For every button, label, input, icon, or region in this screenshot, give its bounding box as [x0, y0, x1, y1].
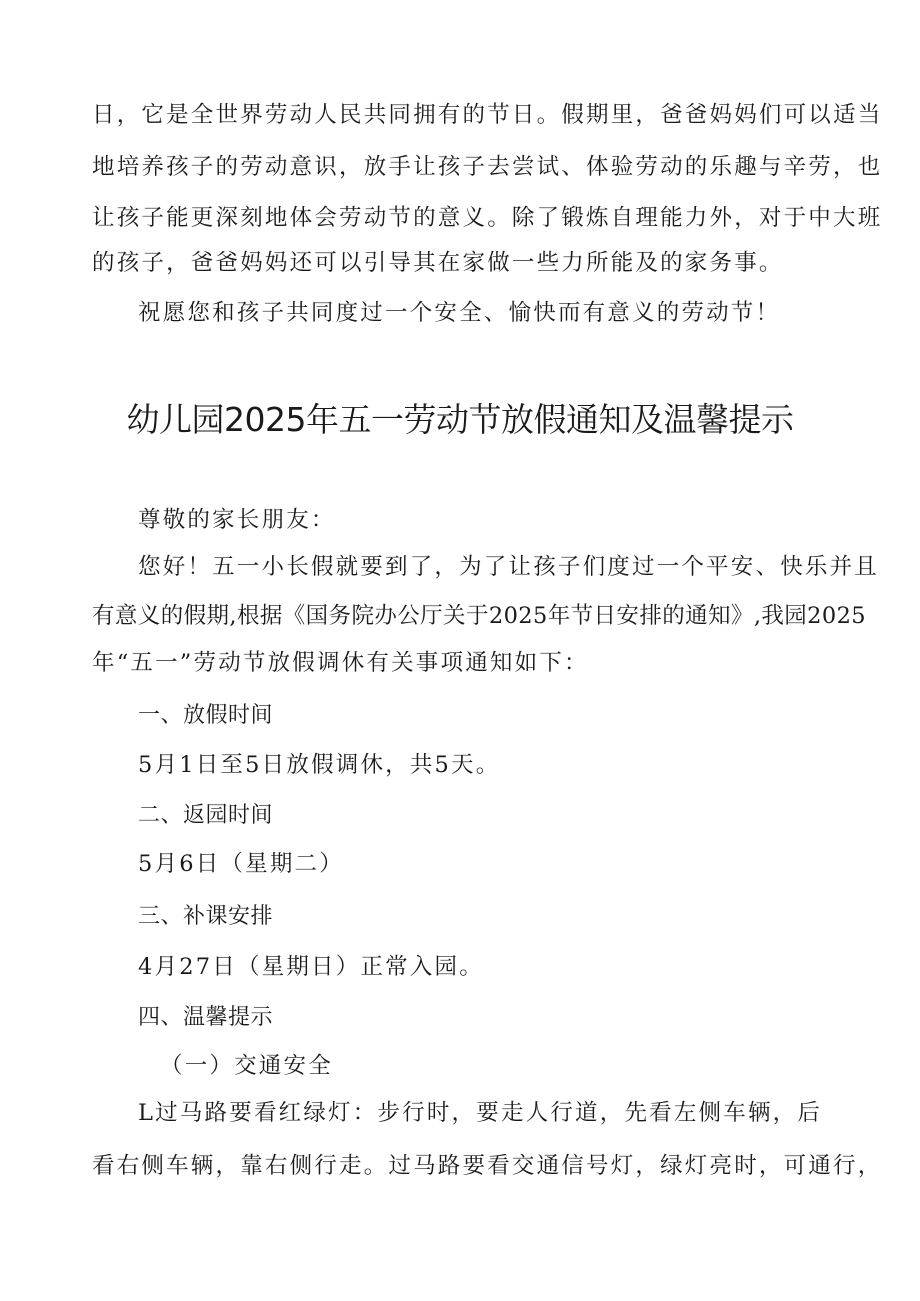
section-content-return-time: 5月6日（星期二）	[138, 851, 344, 877]
intro-paragraph-line: 地培养孩子的劳动意识，放手让孩子去尝试、体验劳动的乐趣与辛劳，也	[92, 154, 883, 180]
opening-paragraph-line: 有意义的假期,根据《国务院办公厅关于2025年节日安排的通知》,我园2025	[92, 603, 867, 629]
intro-paragraph-line: 的孩子，爸爸妈妈还可以引导其在家做一些力所能及的家务事。	[92, 250, 784, 276]
greeting: 尊敬的家长朋友：	[138, 507, 336, 533]
section-content-holiday-time: 5月1日至5日放假调休，共5天。	[138, 752, 501, 778]
section-heading-holiday-time: 一、放假时间	[138, 703, 274, 728]
intro-paragraph-line: 让孩子能更深刻地体会劳动节的意义。除了锻炼自理能力外，对于中大班	[92, 205, 883, 231]
intro-paragraph-line: 日，它是全世界劳动人民共同拥有的节日。假期里，爸爸妈妈们可以适当	[92, 102, 883, 128]
section-heading-makeup-class: 三、补课安排	[138, 904, 274, 929]
section-content-makeup-class: 4月27日（星期日）正常入园。	[138, 954, 484, 980]
opening-paragraph-line: 年“五一”劳动节放假调休有关事项通知如下：	[92, 650, 589, 676]
traffic-paragraph-line: 看右侧车辆，靠右侧行走。过马路要看交通信号灯，绿灯亮时，可通行，	[92, 1153, 883, 1179]
notice-title: 幼儿园2025年五一劳动节放假通知及温馨提示	[126, 400, 794, 439]
section-heading-tips: 四、温馨提示	[138, 1005, 274, 1030]
section-heading-return-time: 二、返园时间	[138, 803, 274, 828]
closing-wish: 祝愿您和孩子共同度过一个安全、愉快而有意义的劳动节！	[138, 300, 781, 326]
traffic-paragraph-line: L过马路要看红绿灯：步行时，要走人行道，先看左侧车辆，后	[138, 1100, 823, 1126]
opening-paragraph-line: 您好！五一小长假就要到了，为了让孩子们度过一个平安、快乐并且	[138, 554, 880, 580]
subsection-traffic-safety: （一）交通安全	[160, 1053, 333, 1079]
